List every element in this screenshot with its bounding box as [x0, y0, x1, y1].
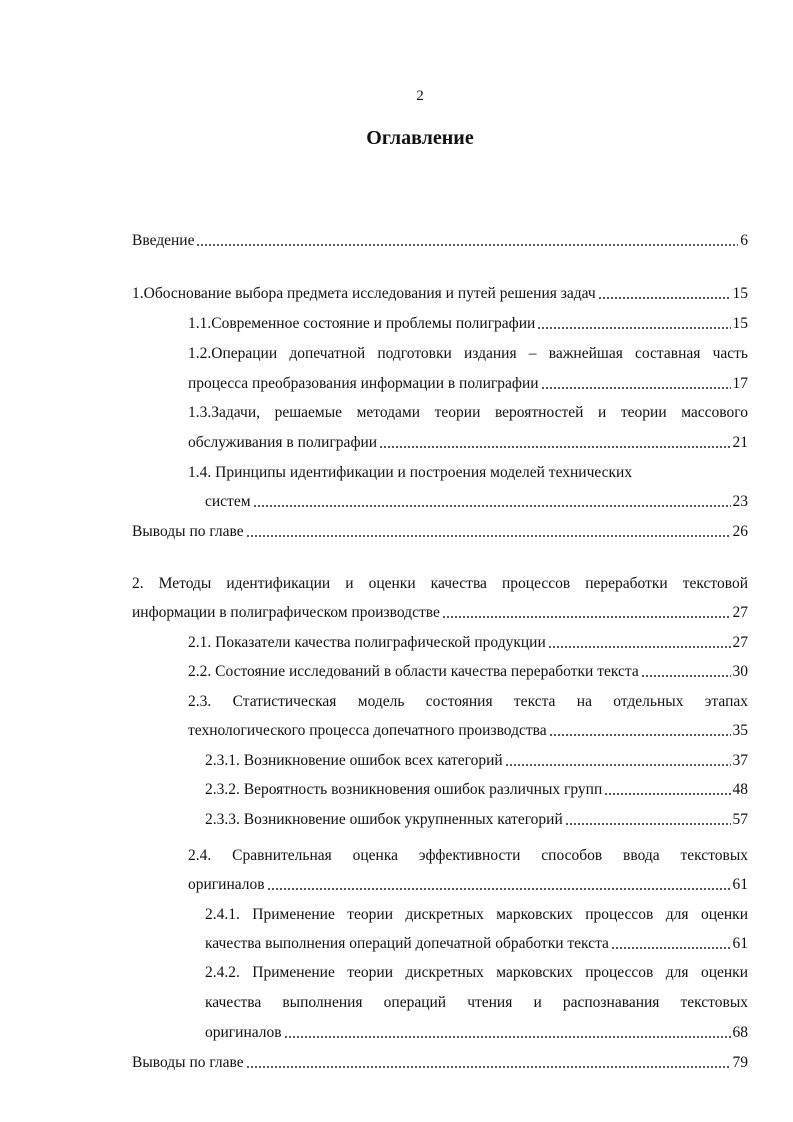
toc-page-number: 79	[732, 1054, 748, 1071]
toc-page-number: 23	[732, 493, 748, 510]
toc-entry-line	[188, 374, 748, 394]
toc-entry-line	[132, 1053, 748, 1073]
toc-entry-line	[205, 934, 748, 954]
toc-entry-text: 2.4.1. Применение теории дискретных марковских процессов для оценки	[205, 906, 748, 923]
toc-page-number: 37	[732, 752, 748, 769]
toc-entry-text: 2.3. Статистическая модель состояния текста на отдельных этапах	[188, 693, 748, 710]
dot-leader	[537, 327, 730, 329]
toc-entry-line	[132, 284, 748, 304]
toc-entry-text: 2.3.2. Вероятность возникновения ошибок различных групп	[205, 781, 603, 798]
toc-entry-line	[205, 1023, 748, 1043]
toc-entry-text: систем	[205, 493, 251, 510]
toc-entry-line	[205, 751, 748, 771]
toc-entry-text: оригиналов	[205, 1024, 282, 1041]
toc-entry-line	[205, 810, 748, 830]
toc-entry-text: 2.1. Показатели качества полиграфической продукции	[188, 634, 546, 651]
toc-entry-text: качества выполнения операций допечатной обработки текста	[205, 935, 609, 952]
toc-entry-line	[188, 692, 748, 712]
toc-entry-line	[188, 463, 632, 483]
toc-page-number: 68	[732, 1024, 748, 1041]
dot-leader	[611, 947, 731, 949]
toc-page-number: 6	[740, 232, 748, 249]
dot-leader	[505, 764, 731, 766]
toc-entry-line	[205, 993, 748, 1013]
toc-entry-line	[205, 963, 748, 983]
toc-entry-text: 1.1.Современное состояние и проблемы полиграфии	[188, 315, 536, 332]
toc-entry-text: 2. Методы идентификации и оценки качества процессов переработки текстовой	[132, 575, 748, 592]
toc-entry-text: 1.4. Принципы идентификации и построения моделей технических	[188, 464, 633, 481]
toc-entry-line	[132, 231, 748, 251]
toc-entry-text: оригиналов	[188, 876, 265, 893]
toc-page-number: 61	[732, 876, 748, 893]
toc-entry-line	[188, 403, 748, 423]
toc-entry-text: Выводы по главе	[132, 1054, 244, 1071]
toc-page-number: 21	[732, 434, 748, 451]
dot-leader	[548, 646, 731, 648]
toc-page-number: 61	[732, 935, 748, 952]
toc-entry-text: 2.4. Сравнительная оценка эффективности способов ввода текстовых	[188, 847, 748, 864]
toc-entry-line	[188, 875, 748, 895]
toc-entry-text: Введение	[132, 232, 195, 249]
toc-entry-text: 1.Обоснование выбора предмета исследования и путей решения задач	[132, 285, 596, 302]
toc-entry-text: обслуживания в полиграфии	[188, 434, 378, 451]
dot-leader	[604, 793, 730, 795]
toc-page-number: 57	[732, 811, 748, 828]
toc-entry-line	[205, 780, 748, 800]
dot-leader	[541, 387, 731, 389]
toc-entry-text: информации в полиграфическом производстве	[132, 604, 440, 621]
dot-leader	[565, 823, 731, 825]
toc-page-number: 27	[732, 604, 748, 621]
toc-entry-text: 2.4.2. Применение теории дискретных марковских процессов для оценки	[205, 964, 748, 981]
dot-leader	[442, 616, 731, 618]
dot-leader	[267, 888, 731, 890]
toc-entry-text: технологического процесса допечатного производства	[188, 722, 547, 739]
toc-entry-line	[132, 522, 748, 542]
toc-entry-text: 2.3.1. Возникновение ошибок всех категорий	[205, 752, 503, 769]
toc-page-number: 15	[732, 315, 748, 332]
dot-leader	[284, 1036, 731, 1038]
toc-entry-line	[205, 492, 748, 512]
toc-entry-text: 1.3.Задачи, решаемые методами теории вероятностей и теории массового	[188, 404, 748, 421]
toc-entry-line	[188, 846, 748, 866]
toc-entry-line	[132, 603, 748, 623]
dot-leader	[253, 505, 731, 507]
dot-leader	[598, 297, 731, 299]
dot-leader	[379, 446, 730, 448]
toc-entry-text: 2.2. Состояние исследований в области качества переработки текста	[188, 663, 639, 680]
toc-page-number: 17	[732, 375, 748, 392]
dot-leader	[641, 675, 731, 677]
toc-entry-text: качества выполнения операций чтения и распознавания текстовых	[205, 994, 748, 1011]
page-number: 2	[416, 88, 424, 104]
dot-leader	[246, 1066, 731, 1068]
dot-leader	[246, 535, 731, 537]
toc-entry-line	[188, 662, 748, 682]
toc-page-number: 26	[732, 523, 748, 540]
toc-page-number: 27	[732, 634, 748, 651]
toc-entry-line	[188, 344, 748, 364]
toc-entry-text: Выводы по главе	[132, 523, 244, 540]
toc-entry-text: 1.2.Операции допечатной подготовки издания – важнейшая составная часть	[188, 345, 748, 362]
toc-entry-line	[188, 433, 748, 453]
dot-leader	[196, 244, 738, 246]
toc-entry-text: 2.3.3. Возникновение ошибок укрупненных категорий	[205, 811, 563, 828]
dot-leader	[549, 734, 731, 736]
toc-entry-line	[188, 314, 748, 334]
toc-entry-line	[188, 633, 748, 653]
toc-title: Оглавление	[366, 127, 474, 149]
toc-entry-line	[188, 721, 748, 741]
toc-page-number: 15	[732, 285, 748, 302]
toc-entry-text: процесса преобразования информации в полиграфии	[188, 375, 539, 392]
toc-page-number: 48	[732, 781, 748, 798]
toc-entry-line	[205, 905, 748, 925]
toc-page-number: 30	[732, 663, 748, 680]
toc-entry-line	[132, 574, 748, 594]
toc-page-number: 35	[732, 722, 748, 739]
